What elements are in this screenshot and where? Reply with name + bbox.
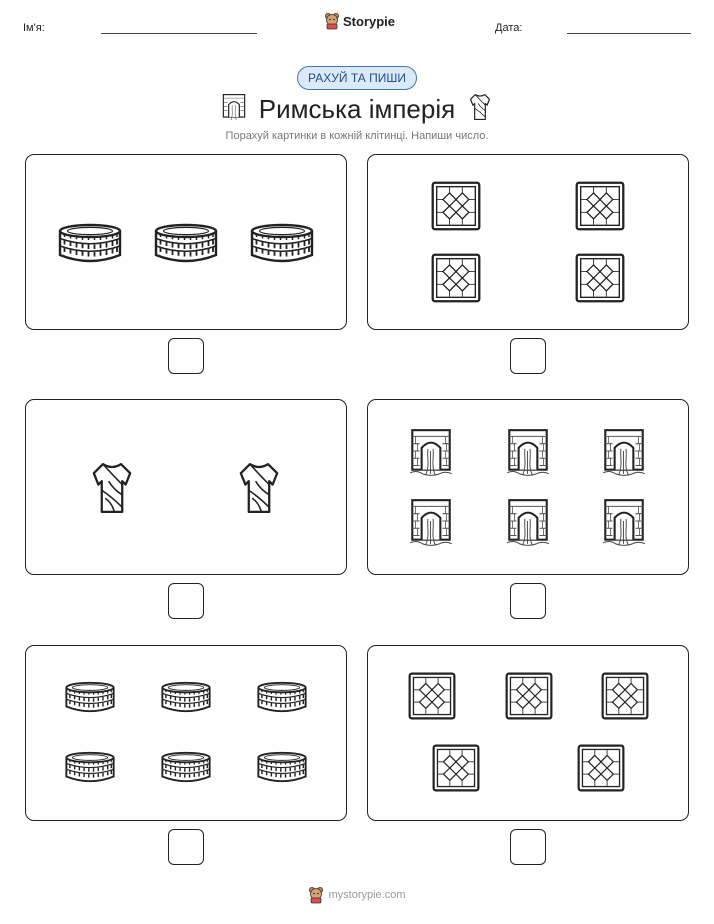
count-card <box>25 399 347 575</box>
aqueduct-icon <box>505 496 551 548</box>
toga-icon <box>467 92 493 127</box>
count-card <box>367 399 689 575</box>
instruction-text: Порахуй картинки в кожній клітинці. Напиши число. <box>225 130 489 142</box>
footer <box>0 886 714 904</box>
answer-box[interactable] <box>168 829 204 865</box>
mosaic-icon <box>575 181 625 231</box>
bear-mascot-icon <box>308 886 324 904</box>
colosseum-icon <box>64 680 116 714</box>
aqueduct-icon <box>505 426 551 478</box>
toga-icon <box>87 453 137 523</box>
aqueduct-icon <box>408 426 454 478</box>
answer-box[interactable] <box>510 583 546 619</box>
mosaic-icon <box>432 744 480 792</box>
mosaic-icon <box>408 672 456 720</box>
name-field[interactable] <box>101 33 257 34</box>
aqueduct-icon <box>601 496 647 548</box>
count-card <box>25 645 347 821</box>
mosaic-icon <box>505 672 553 720</box>
page-title: Римська імперія <box>258 94 456 124</box>
colosseum-icon <box>160 680 212 714</box>
count-card <box>25 154 347 330</box>
activity-badge: РАХУЙ ТА ПИШИ <box>297 66 417 90</box>
answer-box[interactable] <box>510 829 546 865</box>
aqueduct-icon <box>408 496 454 548</box>
answer-box[interactable] <box>168 583 204 619</box>
mosaic-icon <box>431 181 481 231</box>
colosseum-icon <box>57 220 123 266</box>
date-label: Дата: <box>495 22 523 34</box>
colosseum-icon <box>160 750 212 784</box>
name-label: Ім'я: <box>23 22 45 34</box>
date-field[interactable] <box>567 33 691 34</box>
answer-box[interactable] <box>168 338 204 374</box>
count-card <box>367 154 689 330</box>
mosaic-icon <box>575 253 625 303</box>
toga-icon <box>234 453 284 523</box>
brand-name: Storypie <box>343 13 396 29</box>
storypie-logo <box>324 12 395 30</box>
aqueduct-icon <box>601 426 647 478</box>
mosaic-icon <box>431 253 481 303</box>
title-row <box>0 92 714 127</box>
mosaic-icon <box>601 672 649 720</box>
colosseum-icon <box>256 680 308 714</box>
count-card <box>367 645 689 821</box>
colosseum-icon <box>249 220 315 266</box>
colosseum-icon <box>256 750 308 784</box>
colosseum-icon <box>64 750 116 784</box>
mosaic-icon <box>577 744 625 792</box>
footer-url: mystorypie.com <box>328 889 406 901</box>
bear-mascot-icon <box>324 12 340 30</box>
colosseum-icon <box>153 220 219 266</box>
aqueduct-icon <box>221 92 247 127</box>
answer-box[interactable] <box>510 338 546 374</box>
